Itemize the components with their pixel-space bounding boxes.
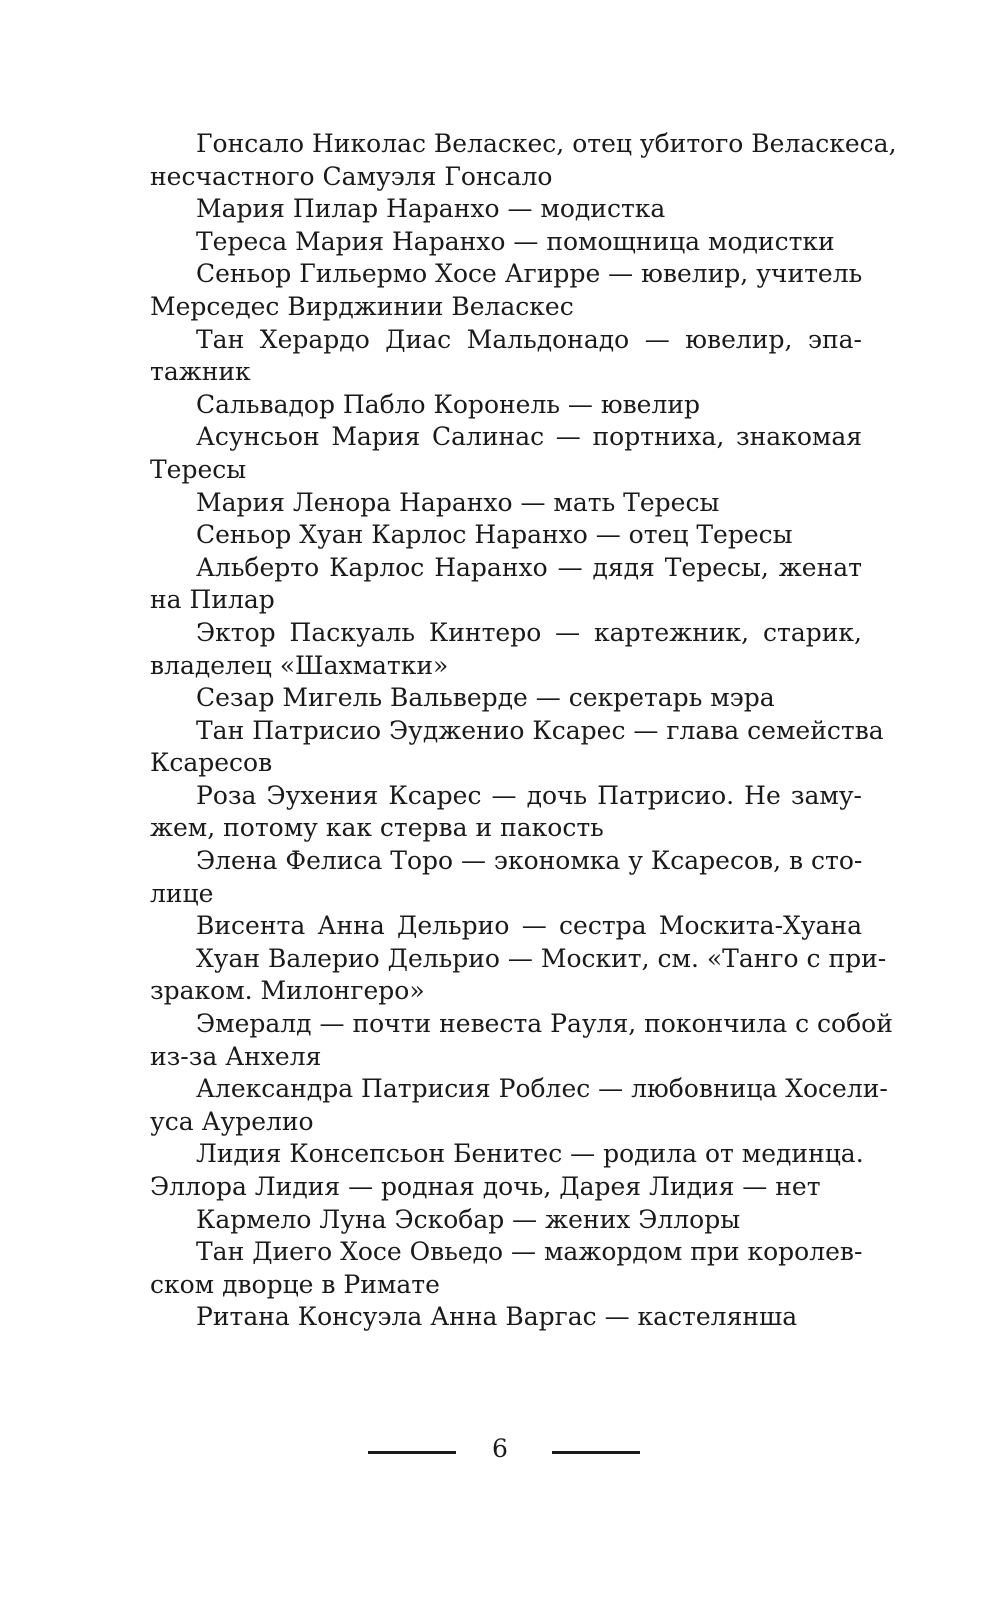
- text-line: Кармело Луна Эскобар — жених Эллоры: [196, 1204, 741, 1234]
- text-line: Хуан Валерио Дельрио — Москит, см. «Танго с при-: [196, 943, 887, 973]
- text-line: Тересы: [150, 454, 247, 484]
- text-line: несчастного Самуэля Гонсало: [150, 161, 553, 191]
- text-line: Тан Херардо Диас Мальдонадо — ювелир, эпа-: [196, 324, 862, 354]
- page-footer: [0, 1432, 1000, 1472]
- text-line: владелец «Шахматки»: [150, 650, 449, 680]
- text-line: ском дворце в Римате: [150, 1269, 440, 1299]
- text-line: Элена Фелиса Торо — экономка у Ксаресов, в сто-: [196, 846, 863, 876]
- text-line: Эллора Лидия — родная дочь, Дарея Лидия — нет: [150, 1172, 821, 1201]
- text-line: Висента Анна Дельрио — сестра Москита-Хуана: [196, 911, 862, 941]
- text-line: Эмералд — почти невеста Рауля, покончила с собой: [196, 1009, 893, 1039]
- text-line: Тан Диего Хосе Овьедо — мажордом при королев-: [196, 1237, 863, 1267]
- text-line: Сезар Мигель Вальверде — секретарь мэра: [196, 683, 775, 713]
- text-line: Гонсало Николас Веласкес, отец убитого Веласкеса,: [196, 129, 897, 158]
- text-line: Сеньор Гильермо Хосе Агирре — ювелир, учитель: [196, 259, 863, 289]
- footer-rule-left: [368, 1451, 456, 1454]
- text-line: Эктор Паскуаль Кинтеро — картежник, старик,: [196, 617, 862, 647]
- text-line: Роза Эухения Ксарес — дочь Патрисио. Не заму-: [196, 780, 862, 810]
- text-line: Сальвадор Пабло Коронель — ювелир: [196, 389, 701, 419]
- text-line: уса Аурелио: [150, 1106, 314, 1136]
- text-line: Альберто Карлос Наранхо — дядя Тересы, женат: [196, 552, 862, 582]
- page-number: 6: [492, 1434, 508, 1463]
- text-line: тажник: [150, 357, 251, 387]
- character-list: [150, 128, 897, 1334]
- text-line: Асунсьон Мария Салинас — портниха, знакомая: [196, 422, 862, 452]
- text-line: Тан Патрисио Эудженио Ксарес — глава семейства: [196, 715, 884, 745]
- text-line: жем, потому как стерва и пакость: [150, 813, 604, 843]
- footer-rule-right: [552, 1451, 640, 1454]
- text-line: из-за Анхеля: [150, 1041, 322, 1071]
- text-line: Мария Пилар Наранхо — модистка: [196, 194, 666, 224]
- text-line: на Пилар: [150, 585, 275, 615]
- text-line: Александра Патрисия Роблес — любовница Хосели-: [196, 1074, 888, 1104]
- text-line: Мария Ленора Наранхо — мать Тересы: [196, 487, 720, 517]
- text-line: Ксаресов: [150, 748, 273, 778]
- text-line: Тереса Мария Наранхо — помощница модистки: [196, 226, 835, 256]
- text-line: лице: [150, 878, 214, 908]
- text-line: Ритана Консуэла Анна Варгас — кастелянша: [196, 1302, 798, 1332]
- text-line: Мерседес Вирджинии Веласкес: [150, 291, 574, 321]
- text-line: зраком. Милонгеро»: [150, 976, 425, 1006]
- text-line: Сеньор Хуан Карлос Наранхо — отец Тересы: [196, 520, 793, 550]
- text-line: Лидия Консепсьон Бенитес — родила от мединца.: [196, 1139, 864, 1169]
